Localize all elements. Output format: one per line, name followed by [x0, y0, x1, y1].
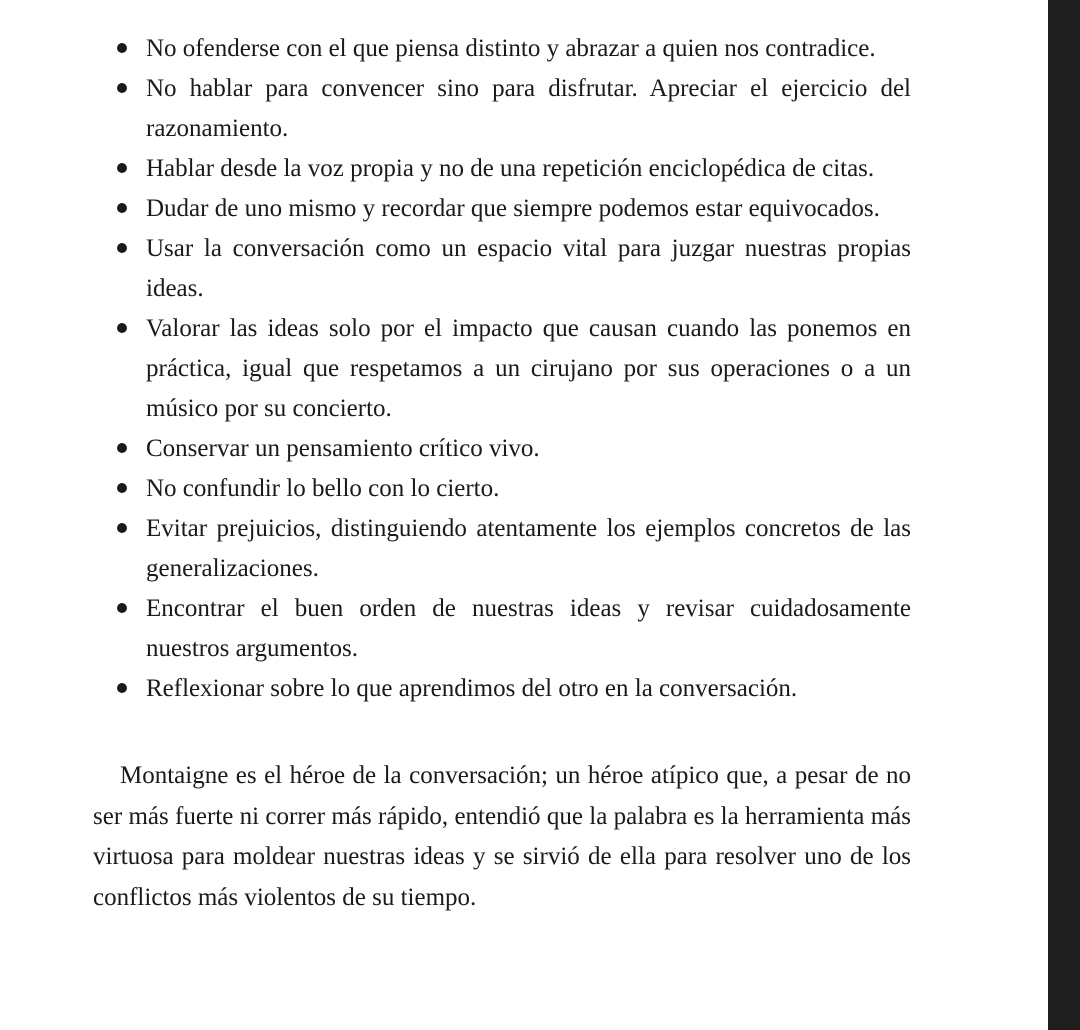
bullet-dot-icon [117, 163, 127, 173]
bullet-dot-icon [117, 443, 127, 453]
bullet-dot-icon [117, 483, 127, 493]
bullet-dot-icon [117, 323, 127, 333]
bullet-text: Hablar desde la voz propia y no de una repetición enciclopédica de citas. [146, 155, 875, 182]
bullet-dot-icon [117, 683, 127, 693]
bullet-text: Valorar las ideas solo por el impacto que causan cuando las ponemos en práctica, igual que respetamos a un cirujano por sus operaciones o a un músico por su concierto. [146, 315, 911, 422]
bullet-item [146, 669, 911, 709]
bullet-text: Reflexionar sobre lo que aprendimos del otro en la conversación. [146, 675, 798, 702]
bullet-item [146, 589, 911, 669]
bullet-dot-icon [117, 603, 127, 613]
bullet-item [146, 229, 911, 309]
bullet-item [146, 429, 911, 469]
bullet-text: No confundir lo bello con lo cierto. [146, 475, 500, 502]
bullet-dot-icon [117, 243, 127, 253]
bullet-item [146, 189, 911, 229]
bullet-text: Usar la conversación como un espacio vital para juzgar nuestras propias ideas. [146, 235, 911, 302]
bullet-item [146, 469, 911, 509]
bullet-item [146, 309, 911, 429]
bullet-text: No hablar para convencer sino para disfrutar. Apreciar el ejercicio del razonamiento. [146, 75, 911, 142]
bullet-text: Evitar prejuicios, distinguiendo atentamente los ejemplos concretos de las generalizaciones. [146, 515, 911, 582]
bullet-text: Conservar un pensamiento crítico vivo. [146, 435, 540, 462]
bullet-dot-icon [117, 43, 127, 53]
bullet-dot-icon [117, 83, 127, 93]
bullet-text: Dudar de uno mismo y recordar que siempre podemos estar equivocados. [146, 195, 880, 222]
bullet-text: Encontrar el buen orden de nuestras ideas y revisar cuidadosamente nuestros argumentos. [146, 595, 911, 662]
bullet-text: No ofenderse con el que piensa distinto y abrazar a quien nos contradice. [146, 35, 876, 62]
scrollbar-track[interactable] [1048, 0, 1080, 1030]
bullet-dot-icon [117, 203, 127, 213]
bullet-item [146, 149, 911, 189]
bullet-list [93, 29, 911, 709]
bullet-item [146, 509, 911, 589]
document-content [93, 29, 911, 918]
body-paragraph: Montaigne es el héroe de la conversación; un héroe atípico que, a pesar de no ser más fuerte ni correr más rápido, entendió que la palabra es la herramienta más virtuosa para moldear nuestras ideas y se sirvió de ella para resolver uno de los conflictos más violentos de su tiempo. [93, 762, 911, 911]
bullet-item [146, 69, 911, 149]
bullet-dot-icon [117, 523, 127, 533]
bullet-item [146, 29, 911, 69]
